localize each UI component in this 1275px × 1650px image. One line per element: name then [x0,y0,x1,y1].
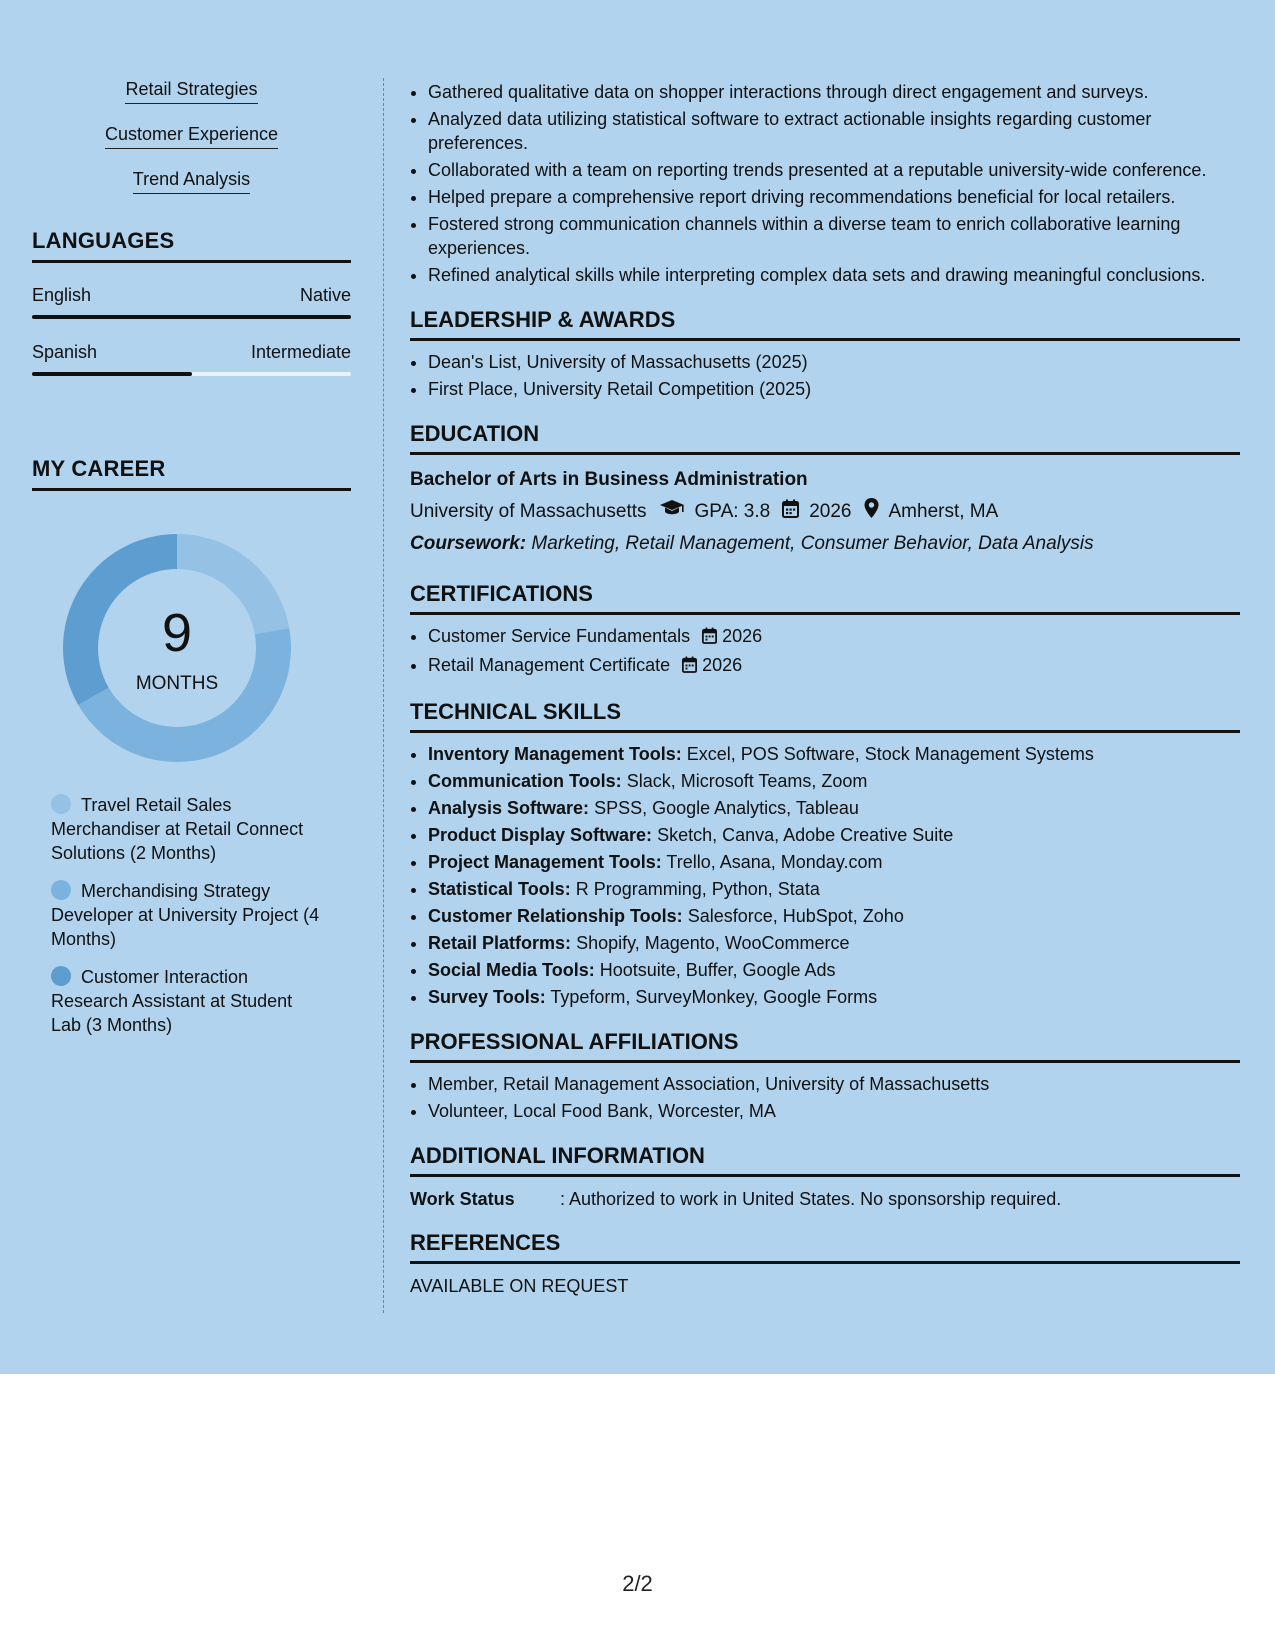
language-proficiency-bar [32,372,351,376]
career-donut-chart [62,533,292,763]
affiliations-heading: PROFESSIONAL AFFILIATIONS [410,1029,1240,1063]
technical-skills-list [410,742,1240,1009]
tech-skill-item [428,985,1240,1009]
language-proficiency-fill [32,372,192,376]
certification-item [428,653,1240,679]
tech-skill-value: Sketch, Canva, Adobe Creative Suite [657,825,954,845]
certification-item [428,624,1240,650]
education-meta [410,498,1240,526]
language-row [32,341,351,363]
leadership-item: • Dean's List, University of Massachusetts (2025) [428,350,1240,374]
certification-year: 2026 [722,626,763,646]
location-pin-icon [864,498,879,526]
tech-skill-value: Typeform, SurveyMonkey, Google Forms [550,987,878,1007]
experience-bullet: • Helped prepare a comprehensive report driving recommendations beneficial for local retailers. [428,185,1240,209]
tech-skill-item [428,877,1240,901]
experience-bullet: • Analyzed data utilizing statistical software to extract actionable insights regarding customer preferences. [428,107,1240,155]
tech-skill-label: Communication Tools: [428,771,622,791]
experience-bullet: • Collaborated with a team on reporting trends presented at a reputable university-wide conference. [428,158,1240,182]
tech-skill-label: Customer Relationship Tools: [428,906,683,926]
experience-bullet: • Gathered qualitative data on shopper interactions through direct engagement and surveys. [428,80,1240,104]
technical-skills-heading: TECHNICAL SKILLS [410,699,1240,733]
affiliation-item: • Volunteer, Local Food Bank, Worcester, MA [428,1099,1240,1123]
education-heading: EDUCATION [410,421,1240,455]
education-location: Amherst, MA [888,501,999,522]
tech-skill-item [428,823,1240,847]
calendar-icon [782,499,799,526]
tech-skill-value: Shopify, Magento, WooCommerce [576,933,850,953]
career-heading: MY CAREER [32,456,351,491]
experience-bullet: • Refined analytical skills while interpreting complex data sets and drawing meaningful conclusions. [428,263,1240,287]
career-total-unit: MONTHS [135,673,219,694]
certification-name: Retail Management Certificate [428,655,671,675]
column-divider [383,78,384,1313]
experience-bullet: • Fostered strong communication channels within a diverse team to enrich collaborative learning experiences. [428,212,1240,260]
calendar-icon [702,626,717,650]
tech-skill-value: Hootsuite, Buffer, Google Ads [599,960,836,980]
tech-skill-item [428,958,1240,982]
career-legend-label: Merchandising Strategy Developer at University Project (4 Months) [51,881,320,949]
language-level: Native [299,285,351,305]
tech-skill-value: Salesforce, HubSpot, Zoho [687,906,904,926]
tech-skill-value: Trello, Asana, Monday.com [666,852,883,872]
tech-skill-value: Excel, POS Software, Stock Management Systems [686,744,1094,764]
tech-skill-label: Analysis Software: [428,798,590,818]
references-text: AVAILABLE ON REQUEST [410,1276,629,1296]
tech-skill-label: Statistical Tools: [428,879,571,899]
affiliation-item: • Member, Retail Management Association, University of Massachusetts [428,1072,1240,1096]
tech-skill-value: SPSS, Google Analytics, Tableau [594,798,859,818]
career-legend-dot [51,794,71,814]
certification-year: 2026 [702,655,743,675]
career-legend [32,793,351,1037]
work-status-row [410,1189,1240,1210]
career-legend-item [51,793,321,865]
affiliations-list [410,1072,1240,1123]
certification-name: Customer Service Fundamentals [428,626,691,646]
calendar-icon [682,655,697,679]
leadership-heading: LEADERSHIP & AWARDS [410,307,1240,341]
career-legend-label: Travel Retail Sales Merchandiser at Retail Connect Solutions (2 Months) [51,795,304,863]
school-name: University of Massachusetts [410,501,647,522]
tech-skill-label: Retail Platforms: [428,933,572,953]
leadership-item: • First Place, University Retail Competition (2025) [428,377,1240,401]
tech-skill-label: Survey Tools: [428,987,546,1007]
skill-item[interactable] [32,78,351,104]
tech-skill-label: Inventory Management Tools: [428,744,682,764]
graduation-year: 2026 [809,501,852,522]
skill-label[interactable]: Customer Experience [105,123,278,149]
skills-list [32,78,351,194]
language-item [32,284,351,319]
tech-skill-item [428,742,1240,766]
career-legend-dot [51,880,71,900]
language-row [32,284,351,306]
skill-item[interactable] [32,168,351,194]
career-legend-item [51,965,321,1037]
coursework-label: Coursework: [410,533,527,554]
skill-item[interactable] [32,123,351,149]
references-heading: REFERENCES [410,1230,1240,1264]
tech-skill-item [428,904,1240,928]
tech-skill-label: Product Display Software: [428,825,653,845]
tech-skill-value: Slack, Microsoft Teams, Zoom [626,771,868,791]
skill-label[interactable]: Retail Strategies [125,78,257,104]
page-number: 2/2 [622,1571,653,1596]
tech-skill-label: Social Media Tools: [428,960,595,980]
language-item [32,341,351,376]
certifications-list [410,624,1240,679]
tech-skill-value: R Programming, Python, Stata [575,879,820,899]
language-proficiency-fill [32,315,351,319]
career-legend-label: Customer Interaction Research Assistant at Student Lab (3 Months) [51,967,293,1035]
right-column [410,80,1240,1297]
language-proficiency-bar [32,315,351,319]
coursework [410,531,1240,557]
additional-info-heading: ADDITIONAL INFORMATION [410,1143,1240,1177]
skill-label[interactable]: Trend Analysis [133,168,250,194]
experience-bullets [410,80,1240,287]
career-legend-item [51,879,321,951]
coursework-value: Marketing, Retail Management, Consumer Behavior, Data Analysis [531,533,1094,554]
work-status-value: : Authorized to work in United States. No sponsorship required. [560,1189,1062,1209]
tech-skill-item [428,769,1240,793]
tech-skill-item [428,796,1240,820]
degree-title: Bachelor of Arts in Business Administration [410,469,808,490]
language-name: English [32,285,92,305]
tech-skill-item [428,850,1240,874]
certifications-heading: CERTIFICATIONS [410,581,1240,615]
left-column [32,78,351,1051]
career-total-number: 9 [161,603,193,663]
gpa: GPA: 3.8 [694,501,771,522]
graduation-cap-icon [659,499,685,525]
language-name: Spanish [32,342,98,362]
tech-skill-label: Project Management Tools: [428,852,662,872]
languages-heading: LANGUAGES [32,228,351,263]
career-legend-dot [51,966,71,986]
language-level: Intermediate [250,342,351,362]
tech-skill-item [428,931,1240,955]
leadership-list [410,350,1240,401]
work-status-label: Work Status [410,1189,515,1209]
